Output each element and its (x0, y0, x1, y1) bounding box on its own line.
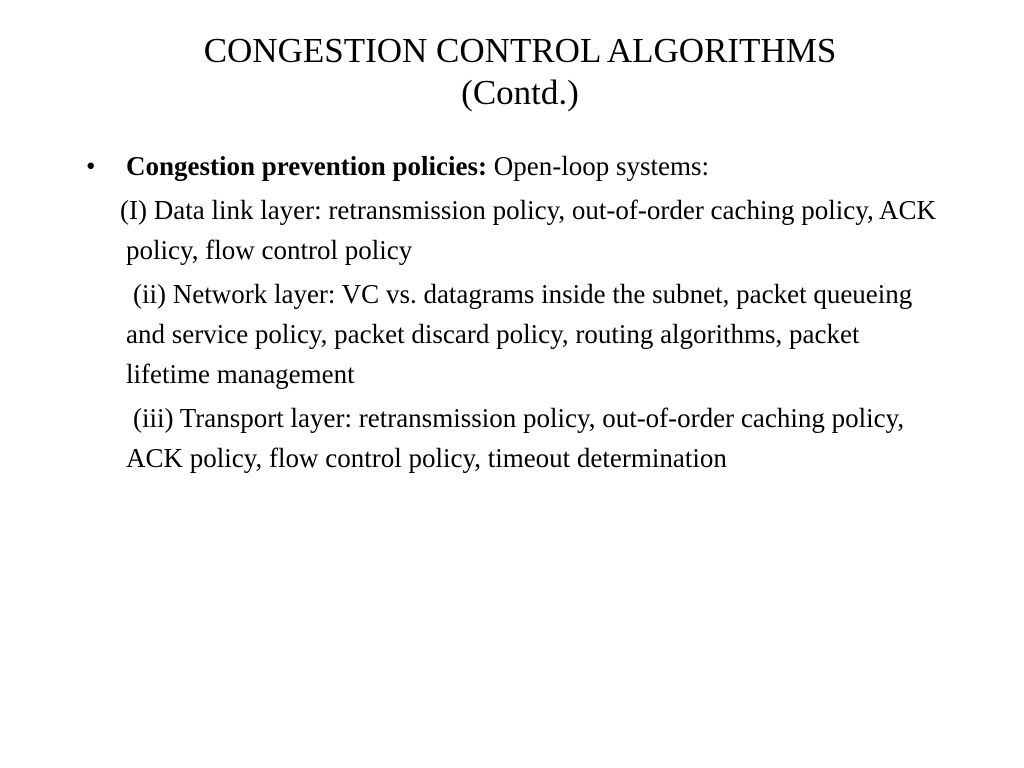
policy-transport-layer: (iii) Transport layer: retransmission policy, out-of-order caching policy, ACK policy, flow control policy, timeout determination (126, 403, 905, 473)
policy-data-link-layer: (I) Data link layer: retransmission policy, out-of-order caching policy, ACK policy, flow control policy (120, 195, 937, 265)
title-line-1: CONGESTION CONTROL ALGORITHMS (203, 31, 837, 70)
bullet-symbol: • (86, 151, 96, 181)
title-line-2: (Contd.) (461, 73, 579, 112)
bullet-text: Open-loop systems: (493, 151, 710, 181)
bullet-item (86, 146, 946, 186)
policy-network-layer: (ii) Network layer: VC vs. datagrams inside the subnet, packet queueing and service policy, packet discard policy, routing algorithms, packet lifetime management (126, 279, 913, 389)
slide-content (86, 146, 946, 478)
bullet-heading: Congestion prevention policies: (126, 151, 488, 181)
slide-title (0, 30, 1024, 114)
